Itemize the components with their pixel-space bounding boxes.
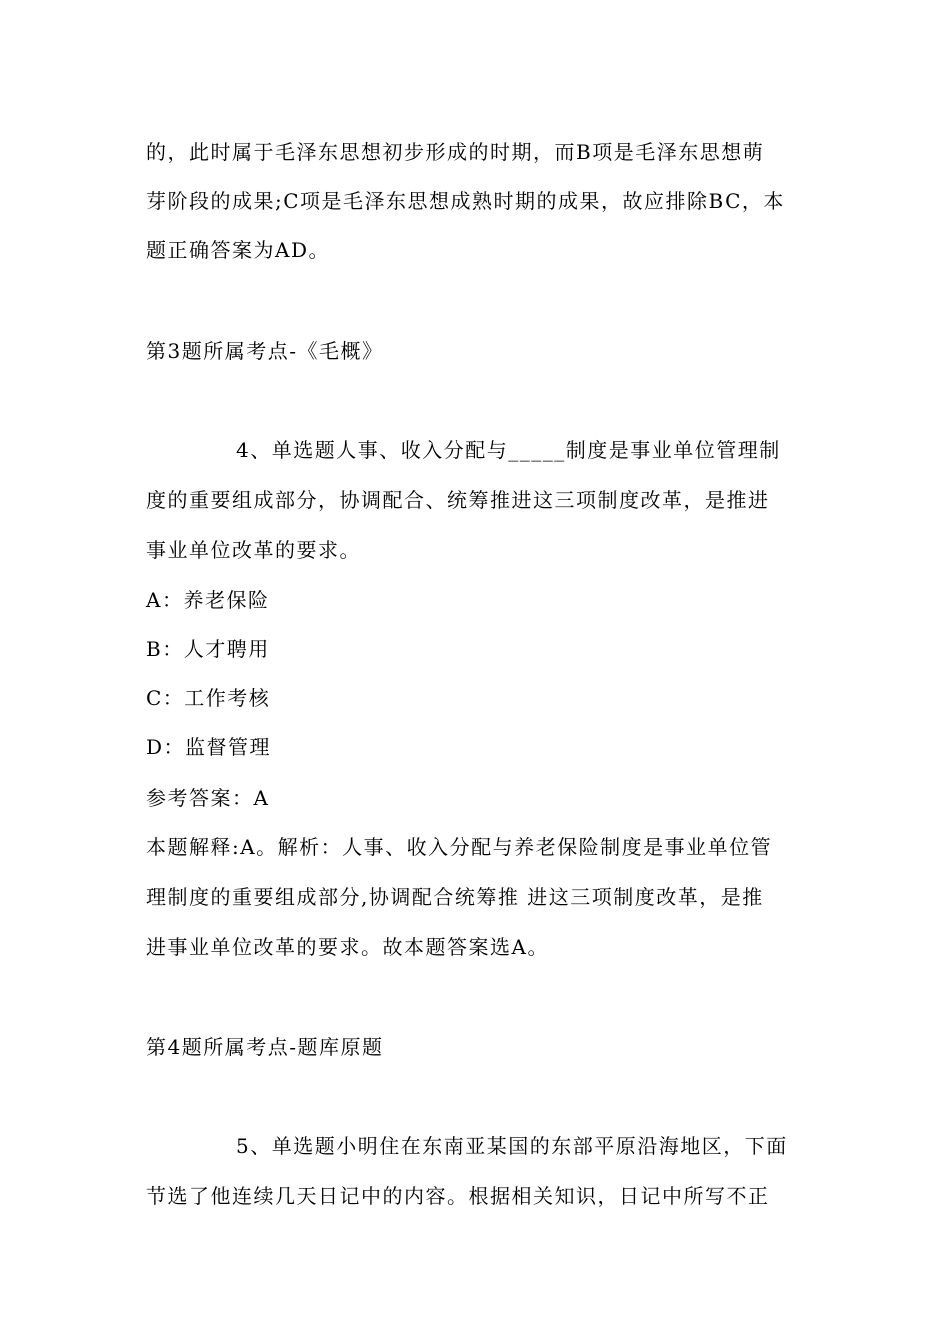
explanation-line: 芽阶段的成果;C项是毛泽东思想成熟时期的成果，故应排除BC，本 <box>146 189 785 213</box>
option-d: D：监督管理 <box>146 735 272 759</box>
answer-explanation-line: 进事业单位改革的要求。故本题答案选A。 <box>146 935 549 959</box>
question-text-line: 事业单位改革的要求。 <box>146 538 361 562</box>
topic-label: 第4题所属考点-题库原题 <box>146 1035 384 1059</box>
question-text-line: 度的重要组成部分，协调配合、统筹推进这三项制度改革，是推进 <box>146 488 770 512</box>
question-text-line: 4、单选题人事、收入分配与_____制度是事业单位管理制 <box>236 438 781 462</box>
option-c: C：工作考核 <box>146 686 271 710</box>
explanation-line: 题正确答案为AD。 <box>146 238 330 262</box>
question-text-line: 5、单选题小明住在东南亚某国的东部平原沿海地区，下面 <box>236 1134 788 1158</box>
topic-label: 第3题所属考点-《毛概》 <box>146 339 384 363</box>
question-text-line: 节选了他连续几天日记中的内容。根据相关知识，日记中所写不正 <box>146 1184 770 1208</box>
option-b: B：人才聘用 <box>146 637 270 661</box>
answer-explanation-line: 本题解释:A。解析：人事、收入分配与养老保险制度是事业单位管 <box>146 835 773 859</box>
option-a: A：养老保险 <box>146 588 270 612</box>
reference-answer: 参考答案：A <box>146 786 270 810</box>
explanation-line: 的，此时属于毛泽东思想初步形成的时期，而B项是毛泽东思想萌 <box>146 140 765 164</box>
answer-explanation-line: 理制度的重要组成部分,协调配合统筹推 进这三项制度改革，是推 <box>146 885 764 909</box>
